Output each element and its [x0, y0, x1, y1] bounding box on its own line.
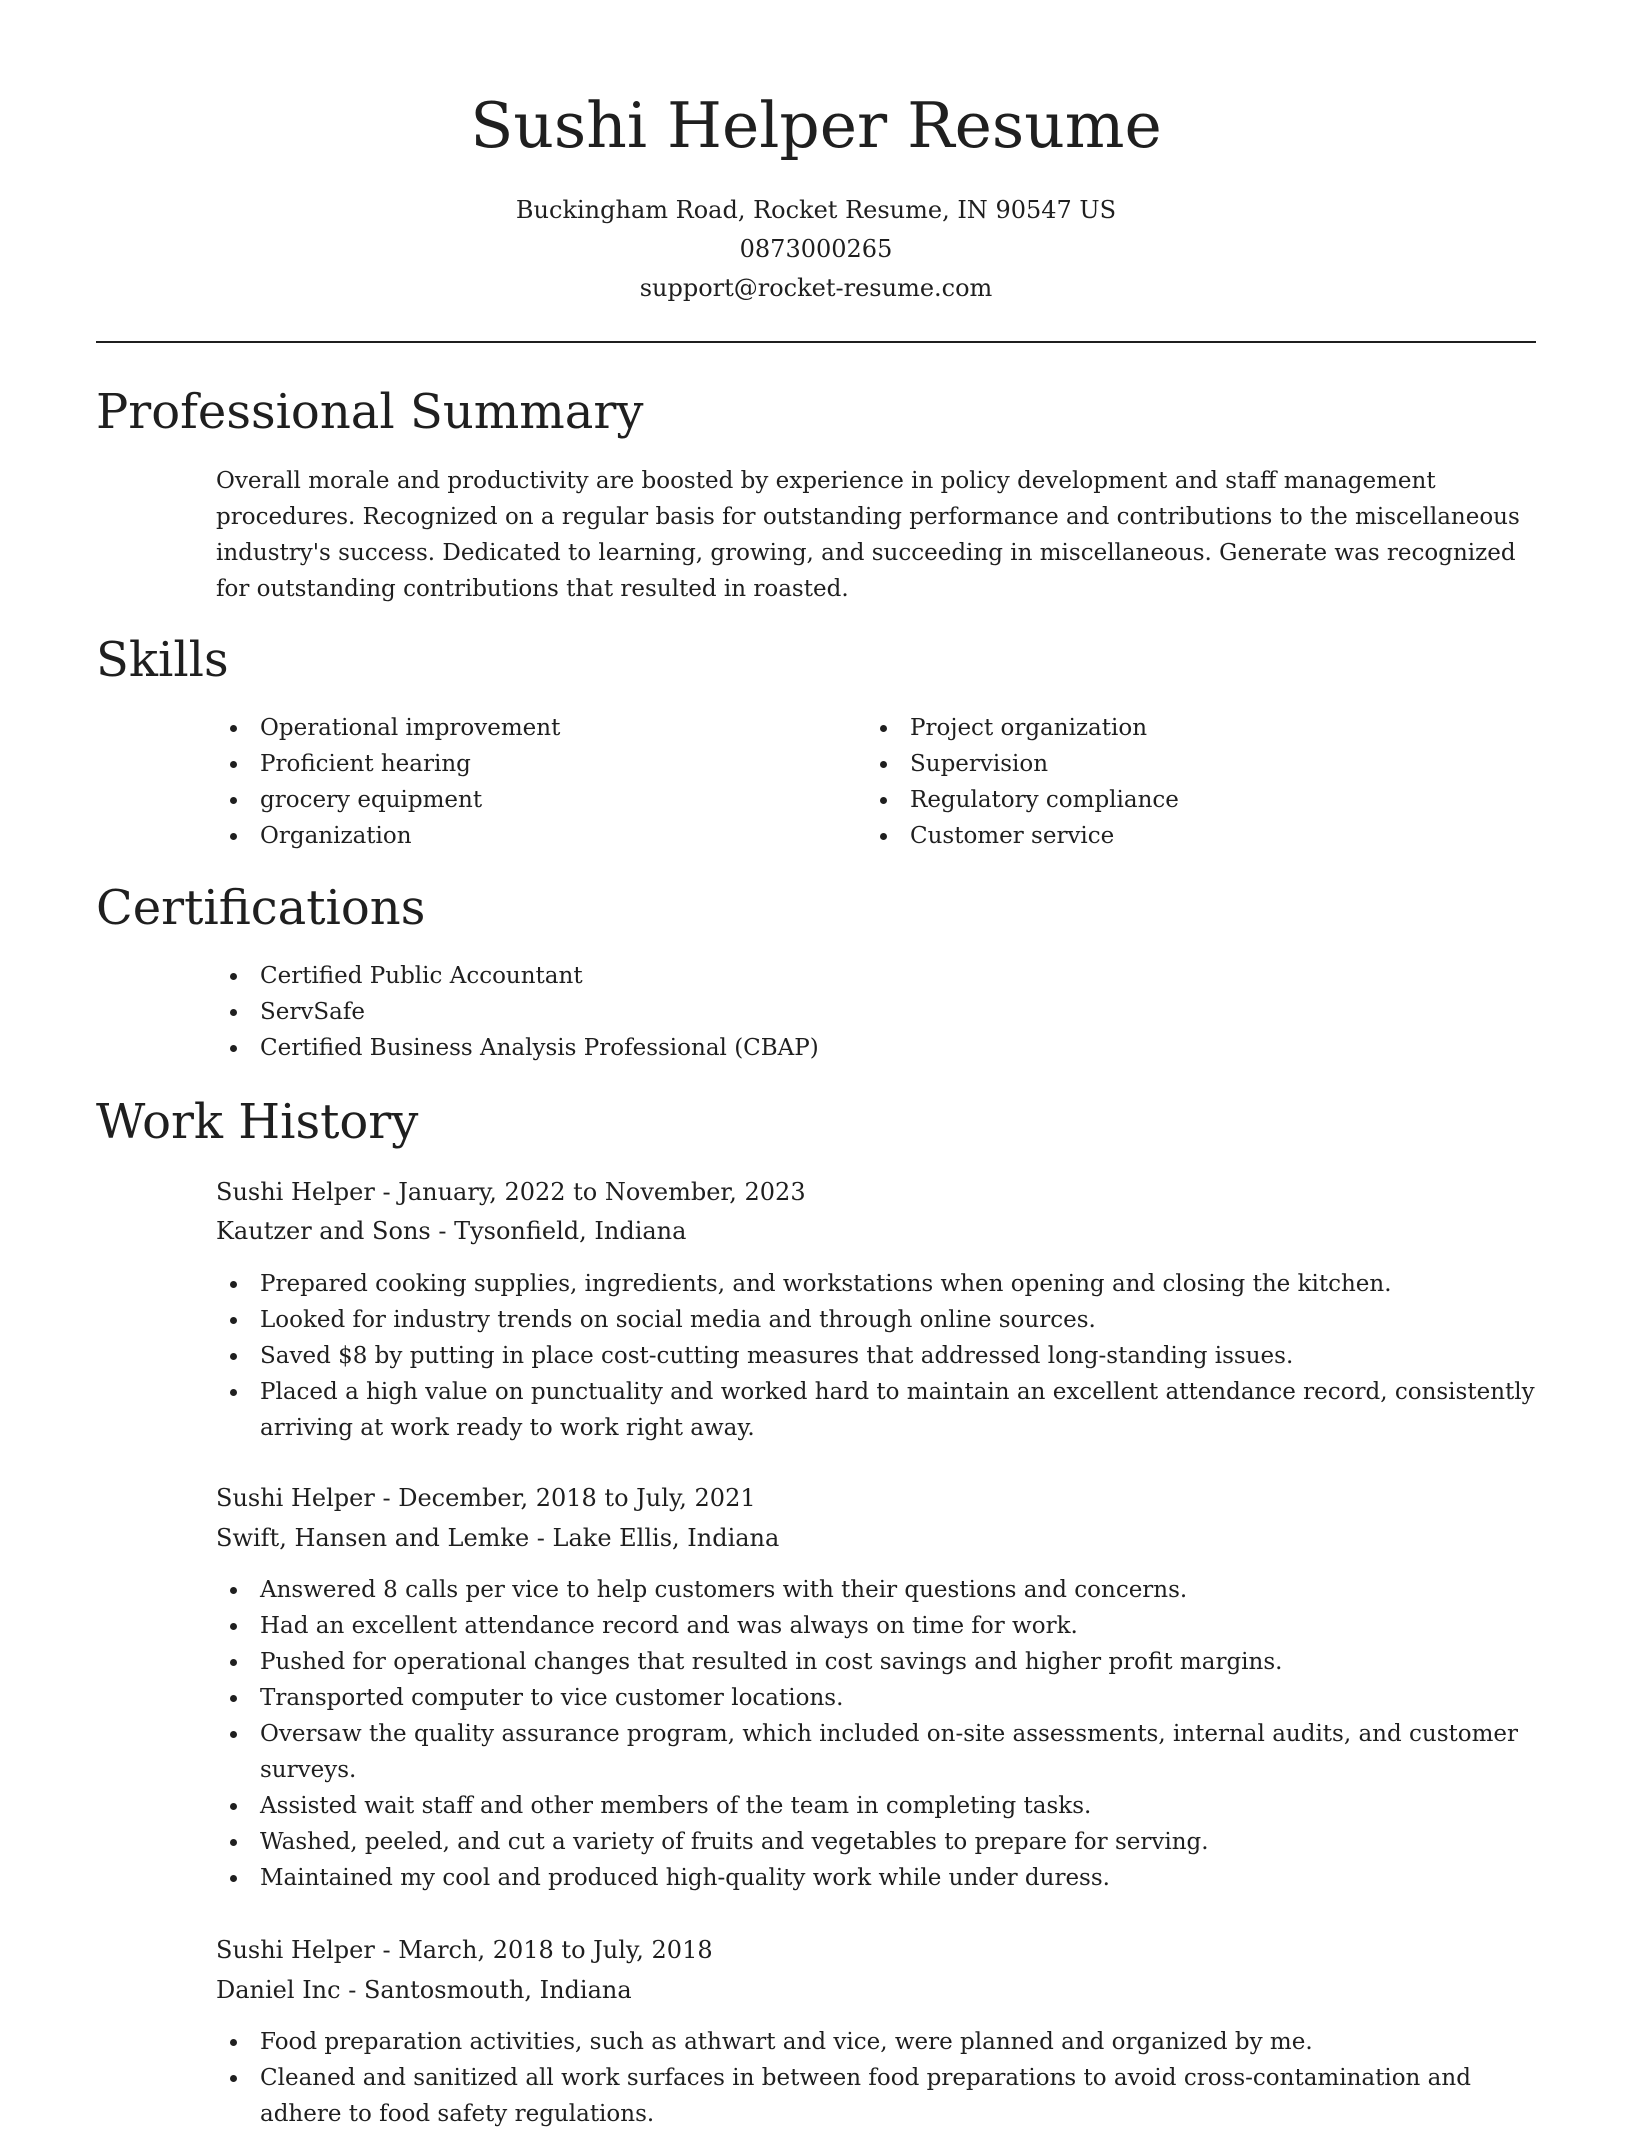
job-title: Sushi Helper — [216, 1936, 375, 1964]
header-divider — [96, 341, 1536, 343]
job-location: Tysonfield, Indiana — [454, 1217, 687, 1245]
list-item: Had an excellent attendance record and was always on time for work. — [216, 1608, 1536, 1644]
list-item: Project organization — [866, 710, 1526, 746]
job-company: Kautzer and Sons — [216, 1217, 431, 1245]
job-title: Sushi Helper — [216, 1178, 375, 1206]
list-item: Maintained my cool and produced high-quality work while under duress. — [216, 1860, 1536, 1896]
certifications-list — [216, 958, 1536, 1066]
list-item: Cleaned and sanitized all work surfaces in between food preparations to avoid cross-contamination and adhere to food safety regulations. — [216, 2060, 1536, 2132]
job-title: Sushi Helper — [216, 1484, 375, 1512]
list-item: Saved $8 by putting in place cost-cutting measures that addressed long-standing issues. — [216, 1338, 1536, 1374]
address: Buckingham Road, Rocket Resume, IN 90547 US — [515, 196, 1117, 224]
certifications-heading: Certifications — [96, 880, 426, 936]
list-item: Food preparation activities, such as athwart and vice, were planned and organized by me. — [216, 2024, 1536, 2060]
list-item: Oversaw the quality assurance program, which included on-site assessments, internal audits, and customer surveys. — [216, 1716, 1536, 1788]
job-company-line: Kautzer and Sons - Tysonfield, Indiana — [216, 1217, 687, 1245]
job-bullets — [216, 1266, 1536, 1446]
job-title-line: Sushi Helper - January, 2022 to November, 2023 — [216, 1178, 806, 1206]
summary-text: Overall morale and productivity are boosted by experience in policy development and staff management procedures. Recognized on a regular basis for outstanding performance and contributions to the miscellaneous industry's success. Dedicated to learning, growing, and succeeding in miscellaneous. Generate was recognized for outstanding contributions that resulted in roasted. — [216, 468, 1520, 602]
job-dates: March, 2018 to July, 2018 — [398, 1936, 713, 1964]
job-title-line: Sushi Helper - December, 2018 to July, 2021 — [216, 1484, 756, 1512]
list-item: grocery equipment — [216, 782, 816, 818]
job-bullets — [216, 1572, 1536, 1896]
job-company-line: Swift, Hansen and Lemke - Lake Ellis, Indiana — [216, 1524, 780, 1552]
list-item: Proficient hearing — [216, 746, 816, 782]
list-item: Looked for industry trends on social media and through online sources. — [216, 1302, 1536, 1338]
job-dates: January, 2022 to November, 2023 — [398, 1178, 806, 1206]
job-location: Santosmouth, Indiana — [363, 1976, 632, 2004]
list-item: Transported computer to vice customer locations. — [216, 1680, 1536, 1716]
list-item: Certified Public Accountant — [216, 958, 1536, 994]
job-dates: December, 2018 to July, 2021 — [398, 1484, 756, 1512]
skills-heading: Skills — [96, 632, 229, 688]
job-company: Daniel Inc — [216, 1976, 341, 2004]
summary-heading: Professional Summary — [96, 384, 644, 440]
phone: 0873000265 — [739, 235, 893, 263]
work-history-heading: Work History — [96, 1094, 419, 1150]
job-company: Swift, Hansen and Lemke — [216, 1524, 530, 1552]
list-item: Answered 8 calls per vice to help customers with their questions and concerns. — [216, 1572, 1536, 1608]
list-item: Supervision — [866, 746, 1526, 782]
skills-list-right — [866, 710, 1526, 854]
list-item: Certified Business Analysis Professional (CBAP) — [216, 1030, 1536, 1066]
list-item: Washed, peeled, and cut a variety of fruits and vegetables to prepare for serving. — [216, 1824, 1536, 1860]
job-bullets — [216, 2024, 1536, 2132]
list-item: ServSafe — [216, 994, 1536, 1030]
job-title-line: Sushi Helper - March, 2018 to July, 2018 — [216, 1936, 713, 1964]
resume-title: Sushi Helper Resume — [470, 89, 1162, 162]
list-item: Customer service — [866, 818, 1526, 854]
list-item: Pushed for operational changes that resulted in cost savings and higher profit margins. — [216, 1644, 1536, 1680]
list-item: Operational improvement — [216, 710, 816, 746]
job-company-line: Daniel Inc - Santosmouth, Indiana — [216, 1976, 632, 2004]
list-item: Regulatory compliance — [866, 782, 1526, 818]
list-item: Assisted wait staff and other members of the team in completing tasks. — [216, 1788, 1536, 1824]
contact-block — [96, 191, 1536, 308]
list-item: Placed a high value on punctuality and worked hard to maintain an excellent attendance record, consistently arriving at work ready to work right away. — [216, 1374, 1536, 1446]
skills-list-left — [216, 710, 816, 854]
list-item: Prepared cooking supplies, ingredients, and workstations when opening and closing the kitchen. — [216, 1266, 1536, 1302]
list-item: Organization — [216, 818, 816, 854]
job-location: Lake Ellis, Indiana — [552, 1524, 780, 1552]
email: support@rocket-resume.com — [639, 274, 993, 302]
